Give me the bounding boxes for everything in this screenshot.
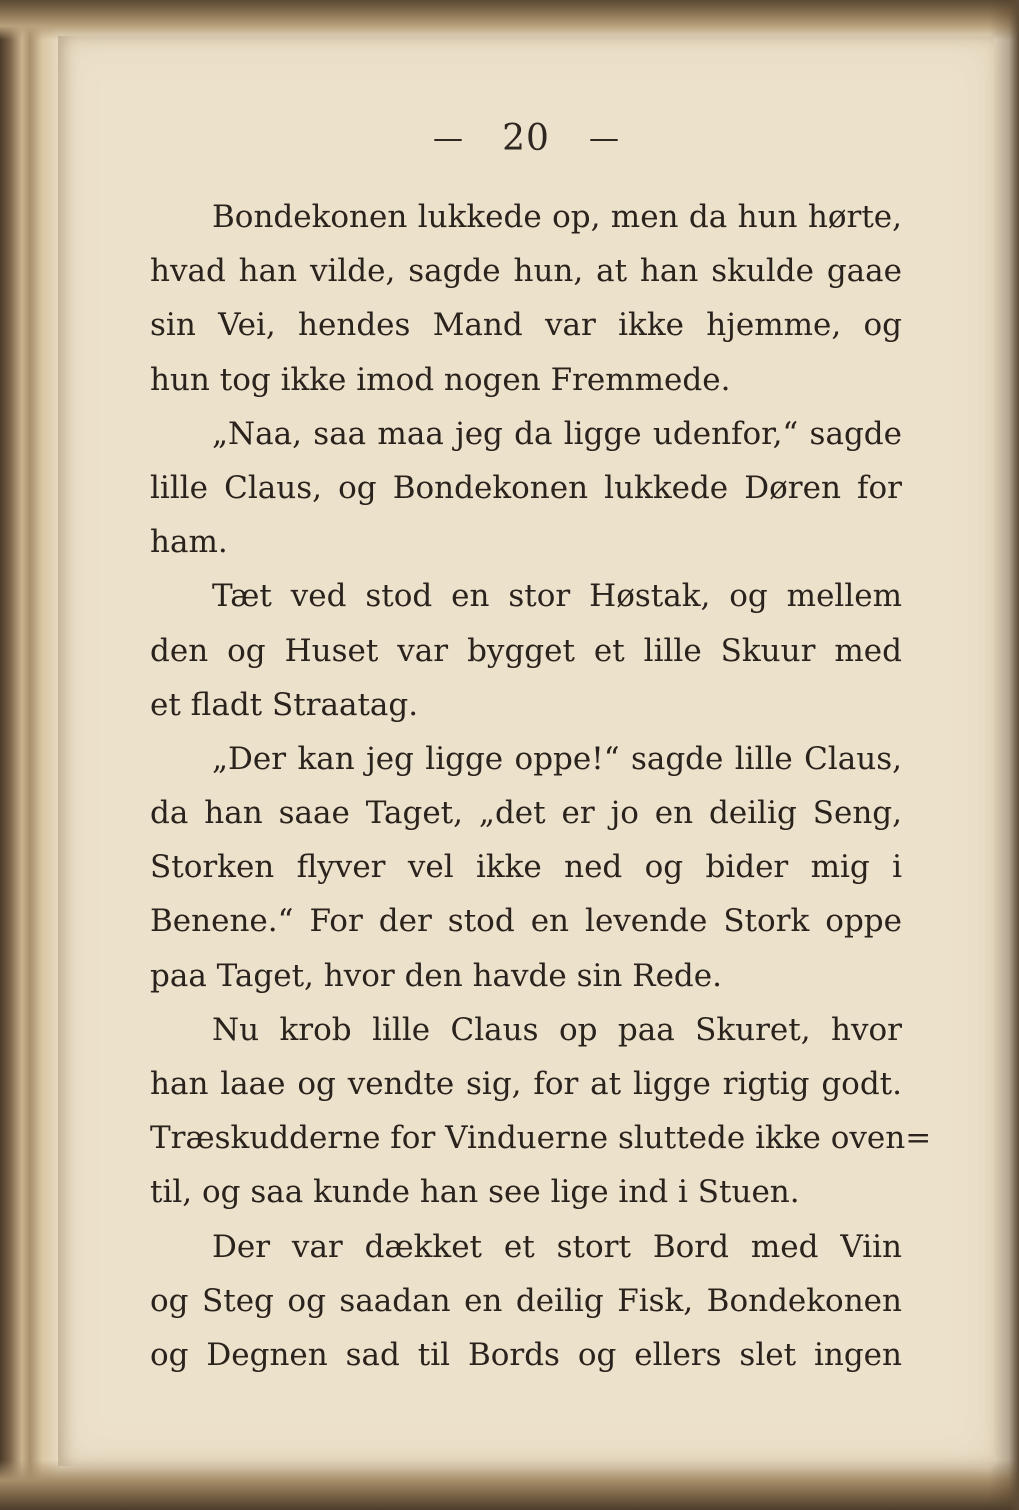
text-line: Storken flyver vel ikke ned og bider mig i <box>150 849 902 886</box>
text-line: et fladt Straatag. <box>150 686 419 723</box>
body-text <box>150 190 932 1382</box>
header-dash-right: — <box>589 121 619 156</box>
text-line: „Naa, saa maa jeg da ligge udenfor,“ sagde <box>212 415 902 452</box>
text-line: til, og saa kunde han see lige ind i Stuen. <box>150 1174 800 1211</box>
text-line: Tæt ved stod en stor Høstak, og mellem <box>212 578 902 615</box>
header-dash-left: — <box>433 121 463 156</box>
text-line: og Steg og saadan en deilig Fisk, Bondekonen <box>150 1282 902 1319</box>
text-line: Bondekonen lukkede op, men da hun hørte, <box>212 199 902 235</box>
page-number: 20 <box>502 118 550 159</box>
text-line: Træskudderne for Vinduerne sluttede ikke oven= <box>150 1120 932 1157</box>
text-line: paa Taget, hvor den havde sin Rede. <box>150 957 722 994</box>
text-line: „Der kan jeg ligge oppe!“ sagde lille Claus, <box>212 740 902 777</box>
book-top-edge <box>0 0 1019 40</box>
text-line: Benene.“ For der stod en levende Stork oppe <box>150 903 902 940</box>
text-line: lille Claus, og Bondekonen lukkede Døren for <box>150 469 902 506</box>
text-line: sin Vei, hendes Mand var ikke hjemme, og <box>150 307 902 344</box>
text-line: den og Huset var bygget et lille Skuur med <box>150 632 902 669</box>
text-line: Der var dækket et stort Bord med Viin <box>212 1228 902 1265</box>
page-header <box>58 118 994 159</box>
text-line: da han saae Taget, „det er jo en deilig Seng, <box>150 795 902 832</box>
text-line: hun tog ikke imod nogen Fremmede. <box>150 361 731 398</box>
text-line: han laae og vendte sig, for at ligge rigtig godt. <box>150 1066 902 1102</box>
text-line: Nu krob lille Claus op paa Skuret, hvor <box>212 1011 902 1048</box>
text-line: hvad han vilde, sagde hun, at han skulde gaae <box>150 253 902 290</box>
book-bottom-edge <box>0 1460 1019 1510</box>
text-line: ham. <box>150 524 228 561</box>
text-line: og Degnen sad til Bords og ellers slet ingen <box>150 1336 902 1373</box>
